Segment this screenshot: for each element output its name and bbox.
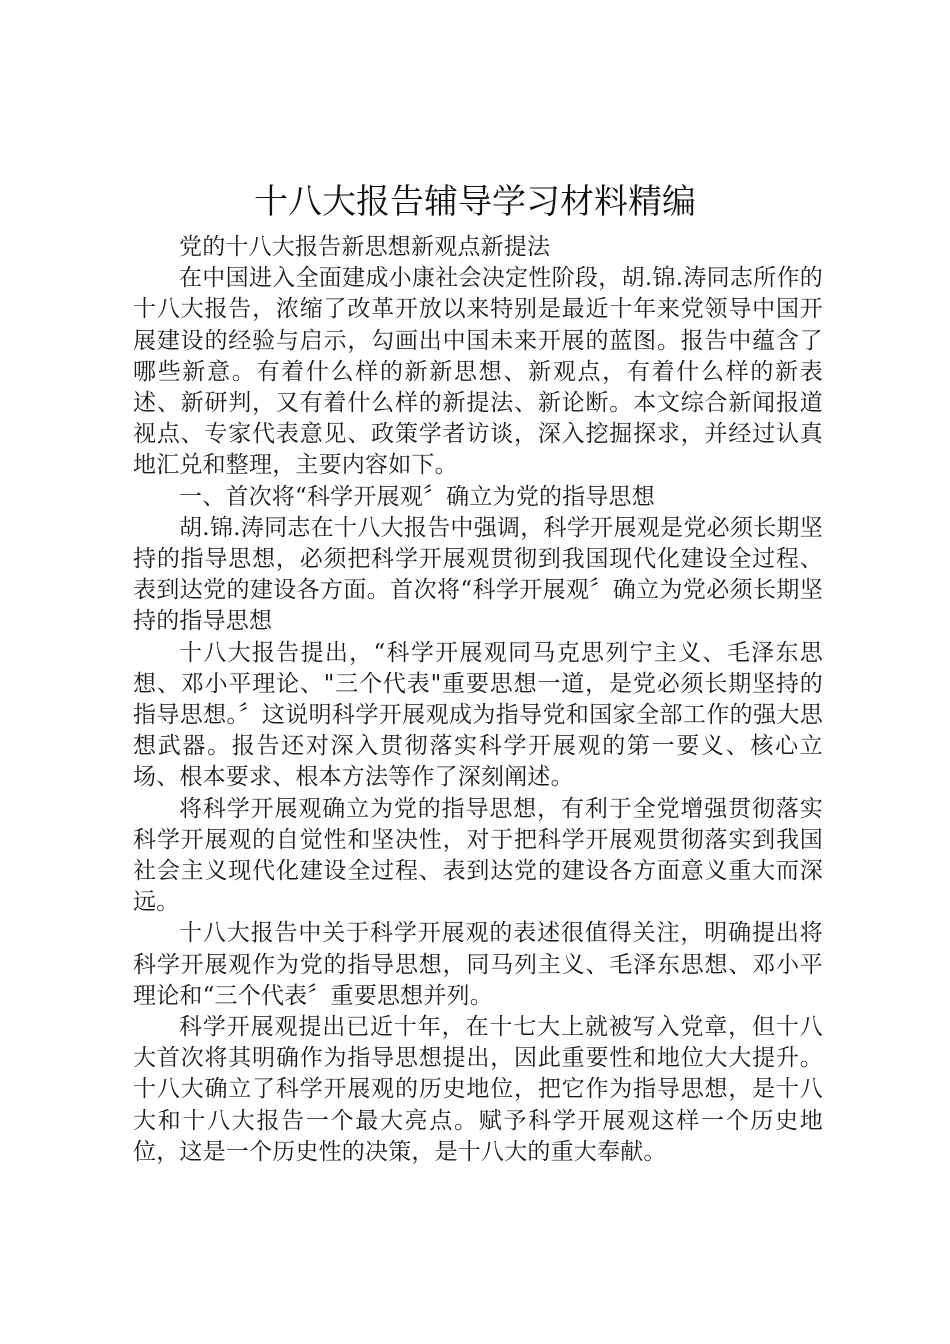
paragraph-intro: 在中国进入全面建成小康社会决定性阶段，胡.锦.涛同志所作的十八大报告，浓缩了改革开放以来特别是最近十年来党领导中国开展建设的经验与启示，勾画出中国未来开展的蓝图。报告中蕴含了哪些新意。有着什么样的新新思想、新观点，有着什么样的新表述、新研判，又有着什么样的新提法、新论断。本文综合新闻报道视点、专家代表意见、政策学者访谈，深入挖掘探求，并经过认真地汇兑和整理，主要内容如下。 — [133, 265, 823, 479]
paragraph: 十八大报告提出，“科学开展观同马克思列宁主义、毛泽东思想、邓小平理论、"三个代表"重要思想一道，是党必须长期坚持的指导思想。〞这说明科学开展观成为指导党和国家全部工作的强大思想武器。报告还对深入贯彻落实科学开展观的第一要义、核心立场、根本要求、根本方法等作了深刻阐述。 — [133, 639, 823, 791]
paragraph: 科学开展观提出已近十年，在十七大上就被写入党章，但十八大首次将其明确作为指导思想提出，因此重要性和地位大大提升。十八大确立了科学开展观的历史地位，把它作为指导思想，是十八大和十八大报告一个最大亮点。赋予科学开展观这样一个历史地位，这是一个历史性的决策，是十八大的重大奉献。 — [133, 1014, 823, 1165]
paragraph-subtitle: 党的十八大报告新思想新观点新提法 — [179, 234, 551, 260]
paragraph: 十八大报告中关于科学开展观的表述很值得关注，明确提出将科学开展观作为党的指导思想，同马列主义、毛泽东思想、邓小平理论和“三个代表〞重要思想并列。 — [133, 920, 823, 1009]
document-title: 十八大报告辅导学习材料精编 — [254, 182, 696, 222]
paragraph: 胡.锦.涛同志在十八大报告中强调，科学开展观是党必须长期坚持的指导思想，必须把科学开展观贯彻到我国现代化建设全过程、表到达党的建设各方面。首次将“科学开展观〞确立为党必须长期坚持的指导思想 — [133, 514, 823, 635]
paragraph: 将科学开展观确立为党的指导思想，有利于全党增强贯彻落实科学开展观的自觉性和坚决性，对于把科学开展观贯彻落实到我国社会主义现代化建设全过程、表到达党的建设各方面意义重大而深远。 — [133, 795, 823, 916]
paragraph-section-heading: 一、首次将“科学开展观〞确立为党的指导思想 — [179, 483, 655, 510]
document-body — [133, 232, 823, 1168]
